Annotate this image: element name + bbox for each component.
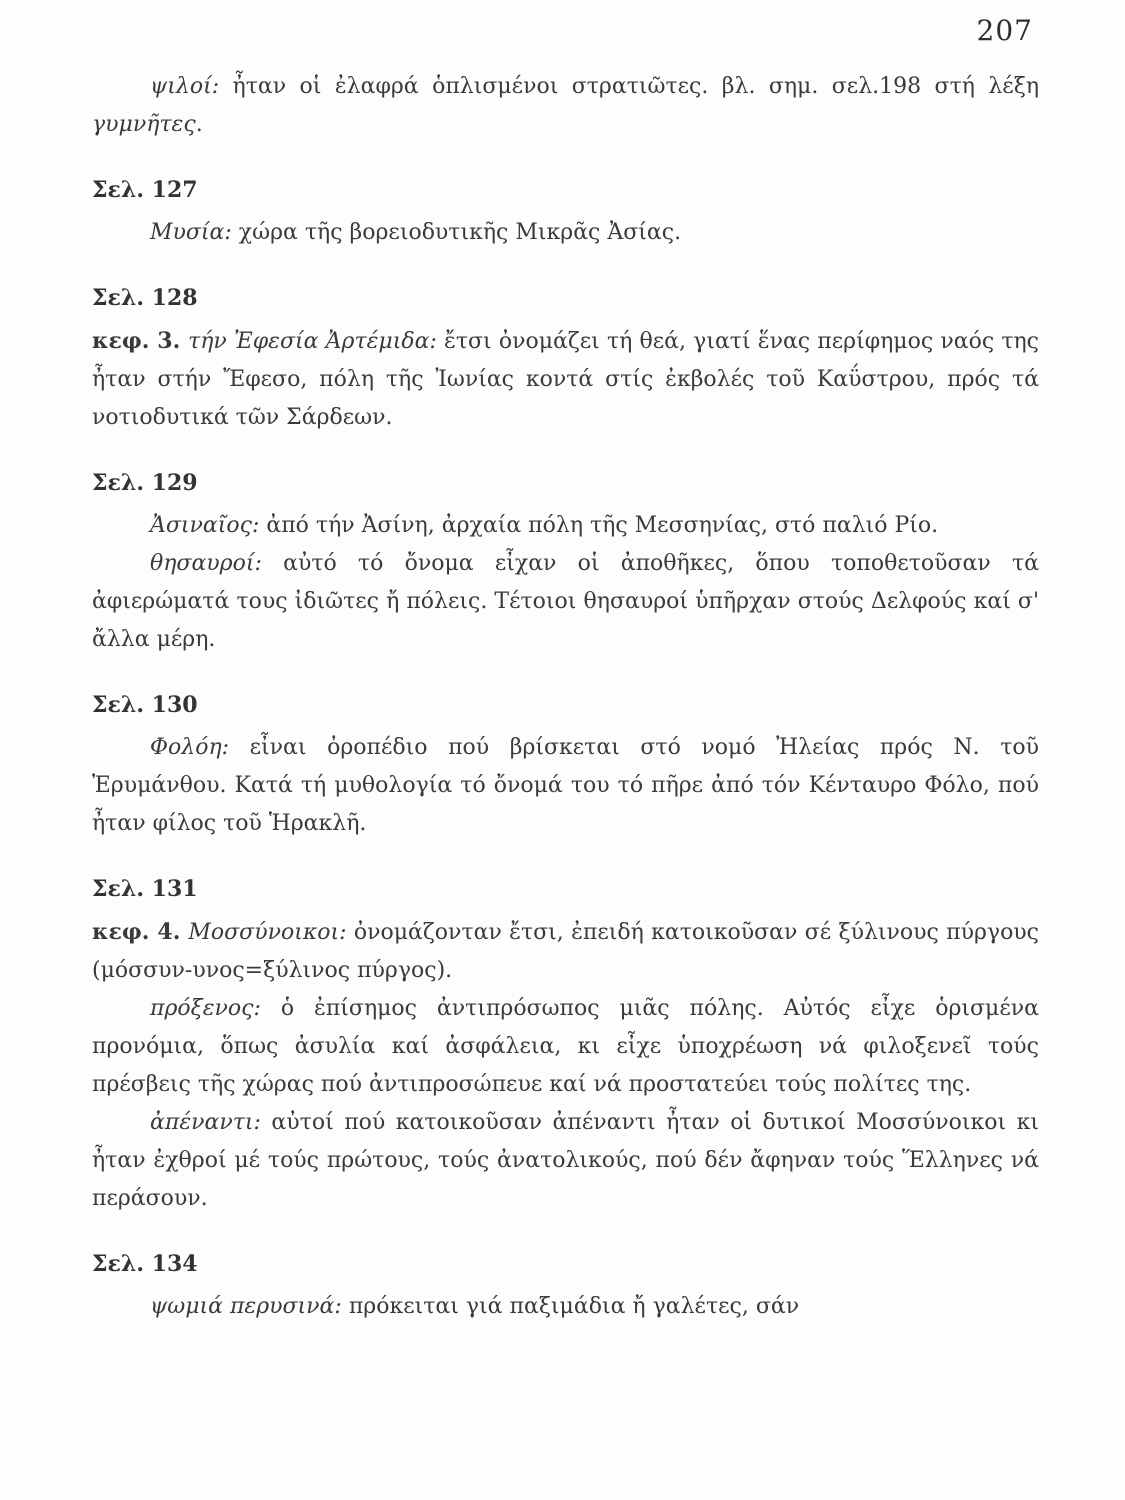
section-heading: Σελ. 129 <box>92 470 198 496</box>
section-heading: Σελ. 134 <box>92 1251 198 1277</box>
paragraph <box>92 1288 1039 1326</box>
text-run: πρόξενος: <box>150 996 261 1021</box>
text-run: ἀπέναντι: <box>150 1110 261 1135</box>
section-heading: Σελ. 131 <box>92 876 198 902</box>
text-run: πρόκειται γιά παξιμάδια ἤ γαλέτες, σάν <box>341 1294 800 1319</box>
paragraph <box>92 729 1039 843</box>
paragraph <box>92 990 1039 1104</box>
text-run: χώρα τῆς βορειοδυτικῆς Μικρᾶς Ἀσίας. <box>231 220 682 245</box>
text-run: ἀπό τήν Ἀσίνη, ἀρχαία πόλη τῆς Μεσσηνίας, στό παλιό Ρίο. <box>259 513 939 538</box>
text-run: εἶναι ὀροπέδιο πού βρίσκεται στό νομό Ἠλείας πρός Ν. τοῦ Ἐρυμάνθου. Κατά τή μυθολογία τό ὄνομά του τό πῆρε ἀπό τόν Κένταυρο Φόλο, πού ἦταν φίλος τοῦ Ἡρακλῆ. <box>92 735 1039 836</box>
text-run: κεφ. 3. <box>92 328 189 354</box>
paragraph <box>92 507 1039 545</box>
text-run: ψιλοί: <box>150 74 220 99</box>
text-run: τήν Ἐφεσία Ἀρτέμιδα: <box>188 329 437 354</box>
text-run: αὐτοί πού κατοικοῦσαν ἀπέναντι ἦταν οἱ δυτικοί Μοσσύνοικοι κι ἦταν ἐχθροί μέ τούς πρώτους, τούς ἀνατολικούς, πού δέν ἄφηναν τούς Ἕλληνες νά περάσουν. <box>92 1110 1039 1211</box>
section-heading: Σελ. 128 <box>92 285 198 311</box>
text-run: Φολόη: <box>150 735 230 760</box>
text-run: . <box>195 112 203 137</box>
text-run: Μοσσύνοικοι: <box>188 920 347 945</box>
content <box>92 68 1039 1326</box>
section-heading: Σελ. 130 <box>92 692 198 718</box>
text-run: Ἀσιναῖος: <box>150 513 260 538</box>
paragraph <box>92 214 1039 252</box>
text-run: ψωμιά περυσινά: <box>150 1294 342 1319</box>
text-run: γυμνῆτες <box>92 112 196 137</box>
text-run: κεφ. 4. <box>92 919 189 945</box>
text-run: ἔτσι ὀνομάζει τή θεά, γιατί ἕνας περίφημος ναός της ἦταν στήν Ἔφεσο, πόλη τῆς Ἰωνίας κοντά στίς ἐκβολές τοῦ Καΰστρου, πρός τά νοτιοδυτικά τῶν Σάρδεων. <box>92 329 1039 430</box>
page-number: 207 <box>976 14 1033 47</box>
text-run: ἦταν οἱ ἐλαφρά ὁπλισμένοι στρατιῶτες. βλ. σημ. σελ.198 στή λέξη <box>219 74 1039 99</box>
paragraph <box>92 545 1039 659</box>
paragraph <box>92 1104 1039 1218</box>
section-heading: Σελ. 127 <box>92 177 198 203</box>
text-run: ὁ ἐπίσημος ἀντιπρόσωπος μιᾶς πόλης. Αὐτός εἶχε ὁρισμένα προνόμια, ὅπως ἀσυλία καί ἀσφάλεια, κι εἶχε ὑποχρέωση νά φιλοξενεῖ τούς πρέσβεις τῆς χώρας πού ἀντιπροσώπευε καί νά προστατεύει τούς πολίτες της. <box>92 996 1039 1097</box>
text-run: θησαυροί: <box>150 551 262 576</box>
paragraph <box>92 68 1039 144</box>
text-run: Μυσία: <box>150 220 232 245</box>
paragraph <box>92 913 1039 990</box>
text-run: αὐτό τό ὄνομα εἶχαν οἱ ἀποθῆκες, ὅπου τοποθετοῦσαν τά ἀφιερώματά τους ἰδιῶτες ἤ πόλεις. Τέτοιοι θησαυροί ὑπῆρχαν στούς Δελφούς καί σ' ἄλλα μέρη. <box>92 551 1039 652</box>
text-run: ὀνομάζονταν ἔτσι, ἐπειδή κατοικοῦσαν σέ ξύλινους πύργους (μόσσυν-υνος=ξύλινος πύργος). <box>92 920 1040 983</box>
paragraph <box>92 322 1039 437</box>
